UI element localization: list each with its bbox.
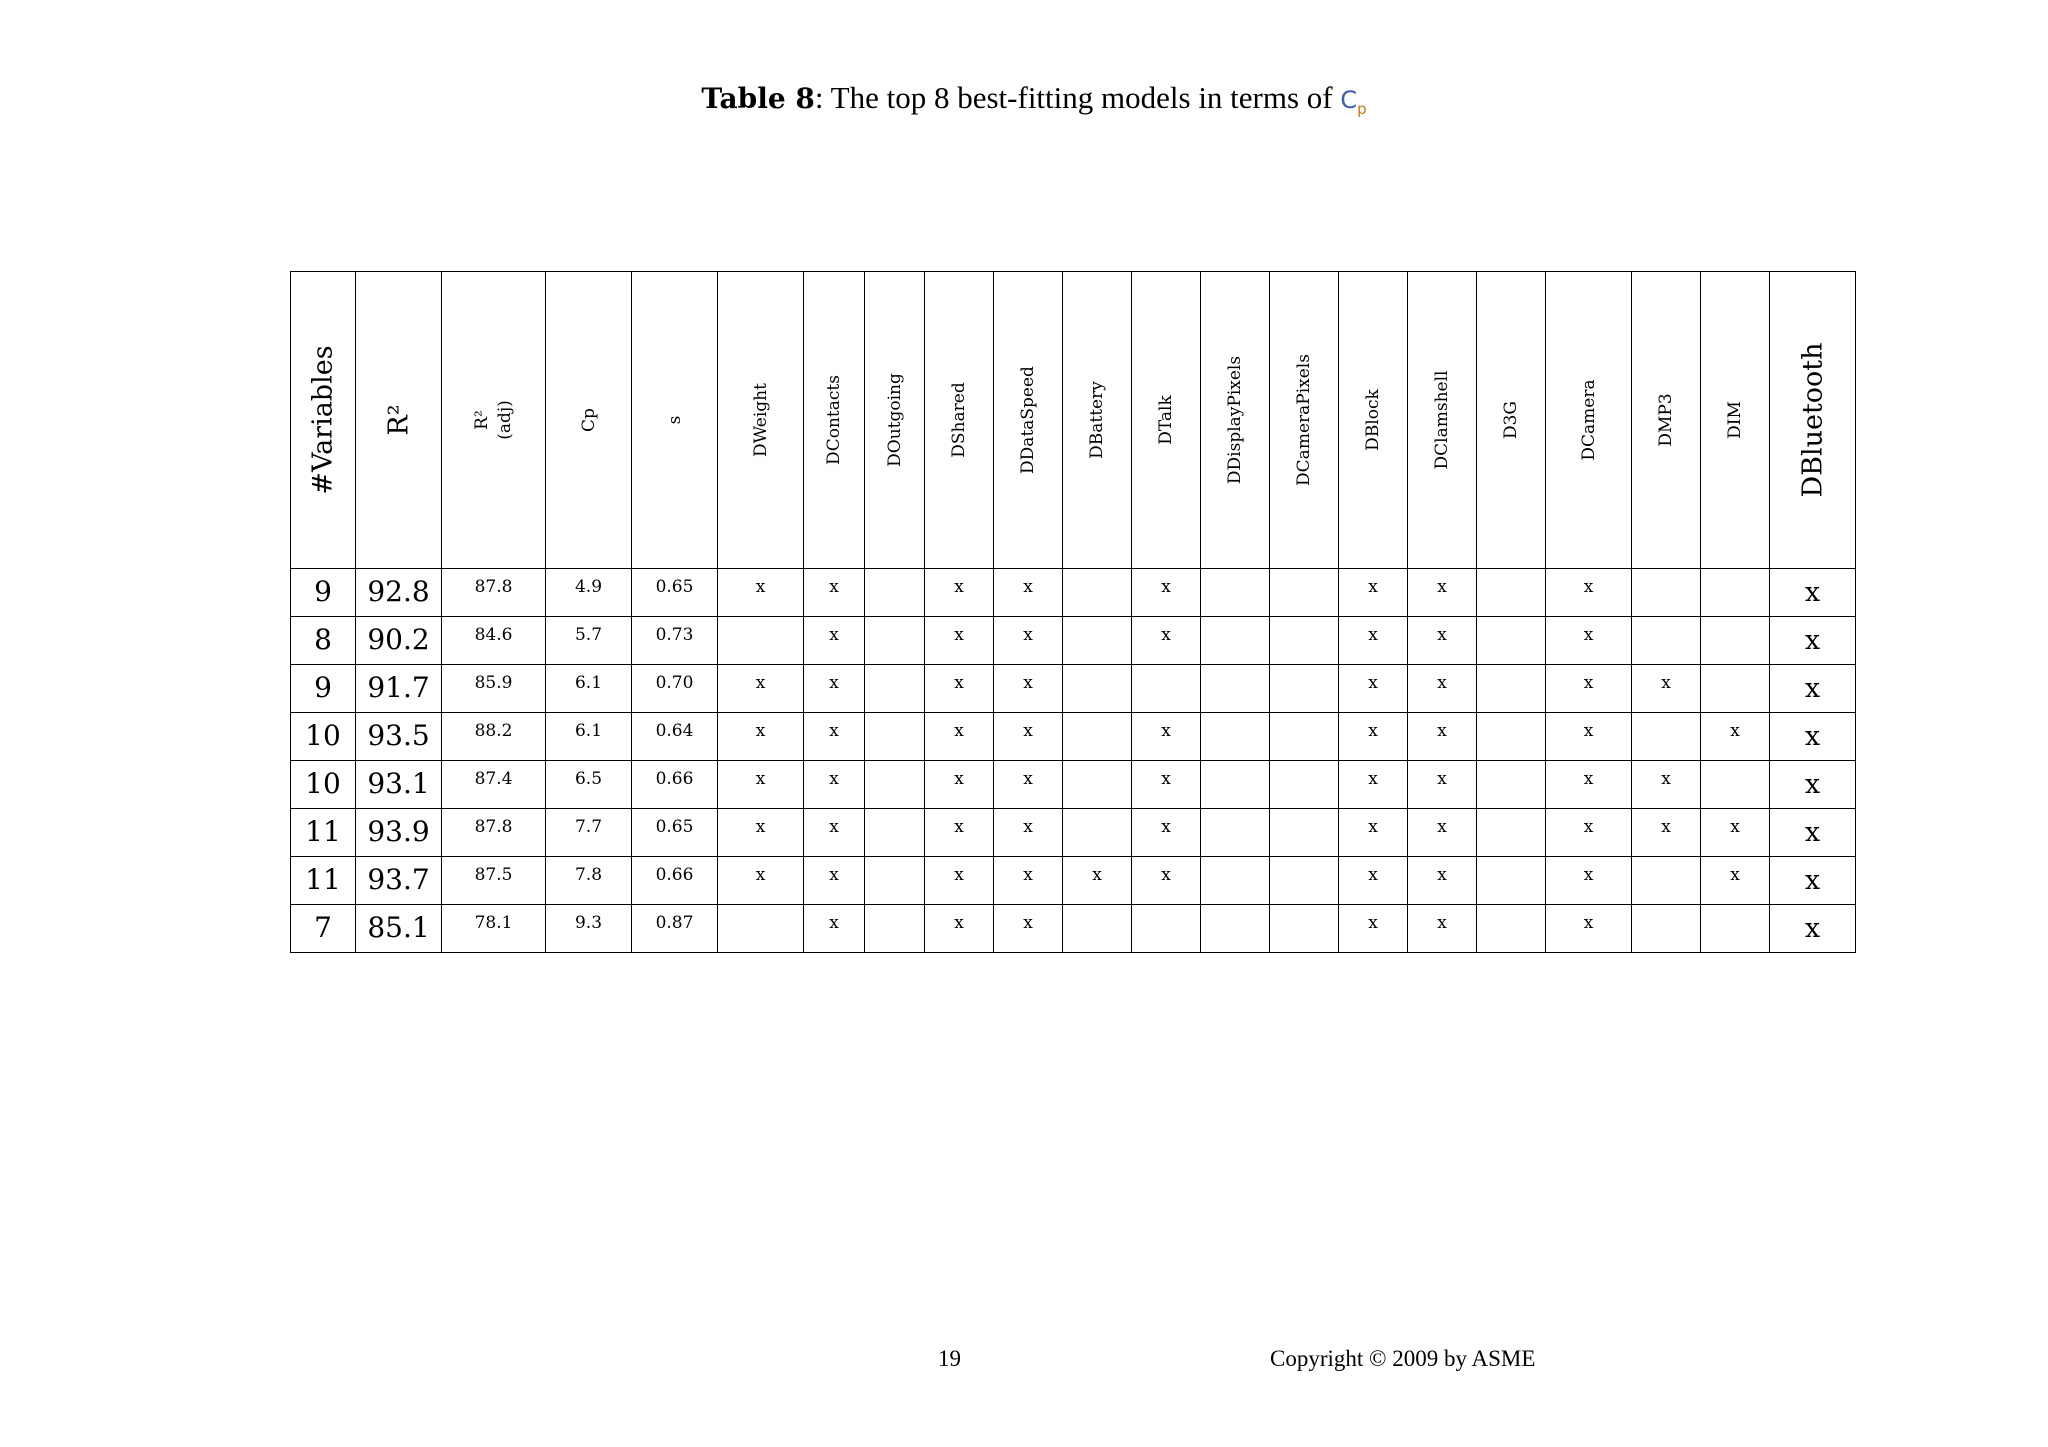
table-cell-mark: [1701, 761, 1770, 809]
column-header-label: DMP3: [1656, 393, 1676, 447]
table-cell-mark: x: [1546, 617, 1632, 665]
table-cell-mark: x: [1546, 905, 1632, 953]
table-cell-mark: x: [1132, 809, 1201, 857]
table-cell-mark: x: [1546, 809, 1632, 857]
column-header-dcontacts: [804, 272, 865, 569]
column-header-label: DDataSpeed: [1018, 366, 1038, 474]
table-cell-mark: [1270, 617, 1339, 665]
table-cell-mark: [1063, 905, 1132, 953]
table-cell-mark: [1701, 617, 1770, 665]
table-cell: 6.1: [546, 713, 632, 761]
table-cell: 92.8: [356, 569, 442, 617]
table-row: [291, 665, 1856, 713]
table-cell-mark: x: [994, 905, 1063, 953]
table-row: [291, 569, 1856, 617]
column-header-dbluetooth: [1770, 272, 1856, 569]
table-cell-mark: [1632, 713, 1701, 761]
table-cell-mark: x: [804, 569, 865, 617]
table-cell-mark: x: [925, 809, 994, 857]
table-cell-mark: [1270, 809, 1339, 857]
table-cell: 5.7: [546, 617, 632, 665]
table-cell: 87.8: [442, 809, 546, 857]
table-cell-mark: x: [1339, 905, 1408, 953]
table-cell-mark: [865, 665, 925, 713]
table-cell-mark: [1477, 665, 1546, 713]
table-cell-mark: x: [804, 761, 865, 809]
column-header-ddataspeed: [994, 272, 1063, 569]
header-row: [291, 272, 1856, 569]
page-number: 19: [938, 1346, 961, 1371]
table-cell-mark: x: [1408, 761, 1477, 809]
table-caption-label: Table 8: [701, 82, 815, 115]
table-cell-mark: x: [804, 713, 865, 761]
table-cell-mark: [1701, 905, 1770, 953]
table-cell-mark: x: [1770, 857, 1856, 905]
table-cell-mark: x: [925, 713, 994, 761]
column-header-dim: [1701, 272, 1770, 569]
table-cell: 93.1: [356, 761, 442, 809]
table-cell-mark: x: [1339, 857, 1408, 905]
table-cell: 87.4: [442, 761, 546, 809]
table-cell-mark: [1270, 569, 1339, 617]
table-cell-mark: x: [1701, 857, 1770, 905]
table-cell: 0.70: [632, 665, 718, 713]
table-cell-mark: x: [1770, 569, 1856, 617]
table-cell: 6.1: [546, 665, 632, 713]
table-cell-mark: x: [718, 761, 804, 809]
table-cell-mark: x: [1546, 665, 1632, 713]
column-header-label: DCamera: [1578, 379, 1599, 461]
column-header-label: DIM: [1725, 401, 1745, 439]
table-cell-mark: x: [925, 665, 994, 713]
table-cell-mark: x: [1770, 713, 1856, 761]
column-header-s: [632, 272, 718, 569]
table-cell-mark: [1201, 761, 1270, 809]
table-cell: 84.6: [442, 617, 546, 665]
table-cell-mark: x: [1632, 809, 1701, 857]
table-cell-mark: x: [1770, 617, 1856, 665]
table-cell: 78.1: [442, 905, 546, 953]
table-cell-mark: [865, 569, 925, 617]
table-cell-mark: [1063, 569, 1132, 617]
table-cell-mark: [1701, 665, 1770, 713]
table-cell: 7: [291, 905, 356, 953]
table-cell: 4.9: [546, 569, 632, 617]
table-cell: 0.66: [632, 857, 718, 905]
column-header-dmp3: [1632, 272, 1701, 569]
table-cell: 93.9: [356, 809, 442, 857]
table-cell-mark: [865, 617, 925, 665]
column-header-label: DClamshell: [1432, 370, 1452, 470]
table-cell-mark: x: [1339, 713, 1408, 761]
column-header-label: DOutgoing: [884, 373, 905, 467]
column-header-r: [356, 272, 442, 569]
table-cell-mark: x: [1546, 857, 1632, 905]
table-cell-mark: x: [804, 809, 865, 857]
column-header-label: s: [664, 415, 685, 425]
table-cell-mark: x: [1408, 569, 1477, 617]
column-header-label: DBluetooth: [1797, 342, 1828, 498]
table-cell-mark: [718, 905, 804, 953]
table-cell-mark: x: [1408, 713, 1477, 761]
table-cell-mark: x: [1339, 809, 1408, 857]
table-row: [291, 857, 1856, 905]
table-cell-mark: x: [1132, 761, 1201, 809]
table-cell-mark: x: [994, 617, 1063, 665]
table-cell: 9.3: [546, 905, 632, 953]
table-cell-mark: x: [1632, 761, 1701, 809]
table-cell-mark: [1477, 617, 1546, 665]
table-cell-mark: [1063, 665, 1132, 713]
table-cell-mark: [1270, 761, 1339, 809]
column-header-label: DDisplayPixels: [1225, 355, 1245, 485]
table-cell-mark: x: [1132, 857, 1201, 905]
table-cell: 88.2: [442, 713, 546, 761]
table-cell-mark: x: [1339, 617, 1408, 665]
table-row: [291, 809, 1856, 857]
table-cell-mark: x: [1132, 713, 1201, 761]
table-cell-mark: x: [994, 713, 1063, 761]
table-cell-mark: x: [1339, 569, 1408, 617]
table-cell-mark: [1201, 857, 1270, 905]
table-cell-mark: x: [994, 665, 1063, 713]
column-header-dblock: [1339, 272, 1408, 569]
table-cell-mark: x: [1770, 905, 1856, 953]
table-cell-mark: x: [994, 569, 1063, 617]
table-cell: 90.2: [356, 617, 442, 665]
table-cell-mark: [1632, 905, 1701, 953]
table-cell-mark: x: [718, 857, 804, 905]
table-cell: 91.7: [356, 665, 442, 713]
table-caption-text: : The top 8 best-fitting models in terms of: [814, 80, 1341, 115]
table-cell: 11: [291, 857, 356, 905]
table-cell-mark: [865, 761, 925, 809]
column-header-label: DContacts: [824, 375, 844, 465]
table-cell-mark: x: [925, 857, 994, 905]
table-cell: 0.66: [632, 761, 718, 809]
cp-symbol-letter: C: [1340, 86, 1358, 114]
column-header-dbattery: [1063, 272, 1132, 569]
table-cell-mark: [1201, 569, 1270, 617]
table-cell-mark: [718, 617, 804, 665]
table-cell: 93.5: [356, 713, 442, 761]
table-cell-mark: x: [994, 761, 1063, 809]
table-cell-mark: x: [1132, 617, 1201, 665]
table-cell-mark: [1063, 761, 1132, 809]
table-cell-mark: x: [1339, 665, 1408, 713]
column-header-label: R²: [383, 404, 414, 436]
table-cell: 85.1: [356, 905, 442, 953]
table-cell-mark: [1270, 713, 1339, 761]
table-cell: 93.7: [356, 857, 442, 905]
table-cell-mark: x: [925, 905, 994, 953]
table-cell-mark: x: [718, 665, 804, 713]
column-header-dclamshell: [1408, 272, 1477, 569]
table-cell: 0.65: [632, 809, 718, 857]
table-cell-mark: [865, 905, 925, 953]
column-header-r-adj: [442, 272, 546, 569]
table-cell-mark: [1063, 713, 1132, 761]
table-cell-mark: x: [804, 665, 865, 713]
table-cell-mark: x: [1546, 761, 1632, 809]
table-cell-mark: [1632, 857, 1701, 905]
column-header-label: DWeight: [750, 383, 771, 457]
table-cell-mark: [1477, 857, 1546, 905]
table-cell-mark: [1632, 569, 1701, 617]
table-cell-mark: [1201, 617, 1270, 665]
column-header-label: DBattery: [1087, 381, 1107, 459]
table-cell-mark: [1270, 665, 1339, 713]
column-header-dcamera: [1546, 272, 1632, 569]
table-cell-mark: x: [925, 761, 994, 809]
models-table: [290, 271, 1856, 953]
table-cell-mark: x: [1408, 617, 1477, 665]
table-cell: 10: [291, 713, 356, 761]
table-cell-mark: [1270, 857, 1339, 905]
table-cell-mark: x: [1770, 809, 1856, 857]
table-cell: 11: [291, 809, 356, 857]
table-cell-mark: x: [1408, 857, 1477, 905]
copyright-notice: Copyright © 2009 by ASME: [1270, 1346, 1536, 1371]
column-header-label: DTalk: [1156, 395, 1176, 445]
table-body: [291, 569, 1856, 953]
table-cell-mark: x: [1408, 905, 1477, 953]
table-cell-mark: x: [1132, 569, 1201, 617]
table-cell-mark: x: [1408, 809, 1477, 857]
table-cell-mark: x: [804, 905, 865, 953]
table-cell-mark: x: [1770, 761, 1856, 809]
column-header-dshared: [925, 272, 994, 569]
table-cell-mark: x: [925, 569, 994, 617]
table-cell-mark: [1701, 569, 1770, 617]
table-cell-mark: [1477, 761, 1546, 809]
table-cell: 87.8: [442, 569, 546, 617]
column-header-cp: [546, 272, 632, 569]
table-cell-mark: [1063, 617, 1132, 665]
table-cell-mark: x: [1546, 713, 1632, 761]
table-cell: 7.7: [546, 809, 632, 857]
table-row: [291, 761, 1856, 809]
column-header-dcamerapixels: [1270, 272, 1339, 569]
column-header-label: DShared: [949, 382, 969, 458]
table-cell: 0.65: [632, 569, 718, 617]
table-cell-mark: [865, 713, 925, 761]
table-cell-mark: [1201, 713, 1270, 761]
column-header-label: Cp: [578, 408, 599, 432]
table-cell-mark: x: [1339, 761, 1408, 809]
table-cell-mark: x: [1546, 569, 1632, 617]
column-header-label: R² (adj): [471, 400, 515, 440]
table-cell: 7.8: [546, 857, 632, 905]
table-row: [291, 617, 1856, 665]
column-header-label: DCameraPixels: [1294, 354, 1314, 486]
column-header-label: #Variables: [307, 345, 339, 495]
table-cell: 9: [291, 665, 356, 713]
table-row: [291, 713, 1856, 761]
table-cell-mark: x: [1701, 809, 1770, 857]
column-header-label: D3G: [1501, 400, 1521, 440]
table-cell-mark: x: [718, 569, 804, 617]
column-header-d3g: [1477, 272, 1546, 569]
table-cell-mark: x: [804, 857, 865, 905]
table-cell-mark: [1201, 905, 1270, 953]
table-cell-mark: x: [718, 809, 804, 857]
table-cell-mark: x: [718, 713, 804, 761]
table-cell-mark: [1477, 713, 1546, 761]
column-header-ddisplaypixels: [1201, 272, 1270, 569]
table-cell-mark: x: [994, 857, 1063, 905]
table-cell-mark: x: [1701, 713, 1770, 761]
table-cell-mark: [1477, 905, 1546, 953]
cp-symbol: [1340, 86, 1367, 118]
table-cell-mark: [865, 857, 925, 905]
table-cell: 0.87: [632, 905, 718, 953]
table-cell-mark: [1632, 617, 1701, 665]
column-header-variables: [291, 272, 356, 569]
table-cell: 10: [291, 761, 356, 809]
table-cell-mark: [1477, 809, 1546, 857]
table-cell: 6.5: [546, 761, 632, 809]
table-cell: 85.9: [442, 665, 546, 713]
column-header-dweight: [718, 272, 804, 569]
table-cell: 8: [291, 617, 356, 665]
table-cell: 9: [291, 569, 356, 617]
table-cell-mark: [1132, 905, 1201, 953]
cp-symbol-subscript: p: [1357, 99, 1367, 118]
column-header-doutgoing: [865, 272, 925, 569]
table-cell-mark: x: [994, 809, 1063, 857]
table-cell-mark: [1477, 569, 1546, 617]
table-cell: 0.64: [632, 713, 718, 761]
column-header-dtalk: [1132, 272, 1201, 569]
table-cell: 0.73: [632, 617, 718, 665]
table-cell-mark: x: [925, 617, 994, 665]
table-cell-mark: x: [804, 617, 865, 665]
table-row: [291, 905, 1856, 953]
table-cell: 87.5: [442, 857, 546, 905]
table-cell-mark: x: [1632, 665, 1701, 713]
table-cell-mark: [1132, 665, 1201, 713]
table-cell-mark: [1063, 809, 1132, 857]
table-cell-mark: [1270, 905, 1339, 953]
table-cell-mark: [865, 809, 925, 857]
table-cell-mark: [1201, 665, 1270, 713]
table-cell-mark: x: [1408, 665, 1477, 713]
table-cell-mark: x: [1063, 857, 1132, 905]
table-cell-mark: x: [1770, 665, 1856, 713]
table-caption: [0, 80, 2048, 118]
table-cell-mark: [1201, 809, 1270, 857]
column-header-label: DBlock: [1363, 389, 1383, 451]
